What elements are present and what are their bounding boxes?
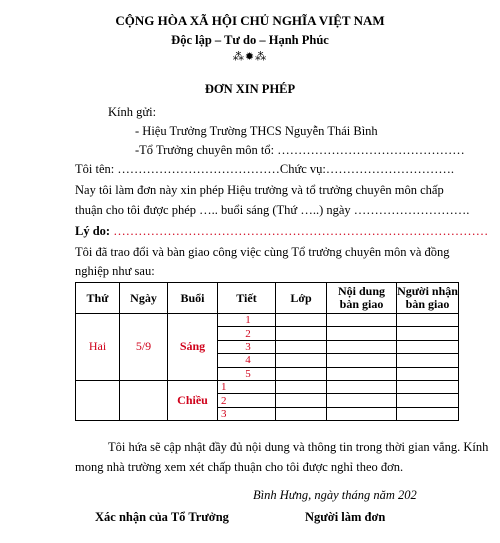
promise-line-1: Tôi hứa sẽ cập nhật đầy đủ nội dung và thông tin trong thời gian vắng. Kính: [108, 440, 489, 454]
motto-heading: Độc lập – Tư do – Hạnh Phúc: [171, 33, 329, 47]
name-position-line: Tôi tên: …………………………………Chức vụ:………………………….: [75, 162, 454, 176]
col-header-period: Tiết: [218, 283, 276, 314]
table-header-row: [76, 283, 459, 314]
reason-line: [75, 224, 488, 239]
content-cell[interactable]: [327, 407, 397, 420]
receiver-cell[interactable]: [397, 380, 459, 393]
class-cell[interactable]: [276, 340, 327, 353]
period-cell: 5: [218, 367, 276, 380]
class-cell[interactable]: [276, 394, 327, 407]
place-date: Bình Hưng, ngày tháng năm 202: [253, 488, 417, 502]
receiver-cell[interactable]: [397, 340, 459, 353]
document-title: ĐƠN XIN PHÉP: [204, 82, 296, 96]
period-cell: 3: [218, 407, 276, 420]
receiver-cell[interactable]: [397, 367, 459, 380]
period-cell: 4: [218, 354, 276, 367]
ornament-divider: ⁂✹⁂: [232, 51, 268, 63]
class-cell[interactable]: [276, 354, 327, 367]
afternoon-session-cell: Chiều: [168, 380, 218, 420]
col-header-class: Lớp: [276, 283, 327, 314]
class-cell[interactable]: [276, 367, 327, 380]
content-cell[interactable]: [327, 367, 397, 380]
recipient-principal: - Hiệu Trưởng Trường THCS Nguyễn Thái Bình: [135, 124, 378, 138]
content-cell[interactable]: [327, 354, 397, 367]
day-cell: Hai: [76, 314, 120, 381]
recipient-department-head: -Tổ Trưởng chuyên môn tổ: ………………………………………: [135, 143, 465, 157]
col-header-content: Nội dung bàn giao: [327, 283, 397, 314]
promise-line-2: mong nhà trường xem xét chấp thuận cho tôi được nghỉ theo đơn.: [75, 460, 404, 474]
table-row: [76, 380, 459, 393]
period-cell: 3: [218, 340, 276, 353]
day-cell-empty[interactable]: [76, 380, 120, 420]
col-header-day: Thứ: [76, 283, 120, 314]
period-cell: 2: [218, 327, 276, 340]
receiver-cell[interactable]: [397, 407, 459, 420]
signature-label-department-head: Xác nhận của Tổ Trưởng: [95, 510, 229, 524]
period-cell: 1: [218, 314, 276, 327]
handover-line-1: Tôi đã trao đổi và bàn giao công việc cùng Tổ trưởng chuyên môn và đồng: [75, 245, 450, 259]
table-row: [76, 314, 459, 327]
content-cell[interactable]: [327, 380, 397, 393]
class-cell[interactable]: [276, 327, 327, 340]
content-cell[interactable]: [327, 327, 397, 340]
receiver-cell[interactable]: [397, 394, 459, 407]
reason-label: Lý do:: [75, 224, 111, 238]
handover-line-2: nghiệp như sau:: [75, 264, 155, 278]
request-line-1: Nay tôi làm đơn này xin phép Hiệu trưởng và tổ trưởng chuyên môn chấp: [75, 183, 444, 197]
reason-dots: ………………………………………………………………………………: [110, 224, 489, 238]
request-line-2: thuận cho tôi được phép ….. buổi sáng (Thứ …..) ngày ……………………….: [75, 203, 470, 217]
greeting: Kính gửi:: [108, 105, 157, 119]
content-cell[interactable]: [327, 314, 397, 327]
class-cell[interactable]: [276, 407, 327, 420]
period-cell: 2: [218, 394, 276, 407]
class-cell[interactable]: [276, 314, 327, 327]
content-cell[interactable]: [327, 394, 397, 407]
col-header-date: Ngày: [120, 283, 168, 314]
handover-table: [75, 282, 459, 421]
col-header-session: Buổi: [168, 283, 218, 314]
morning-session-cell: Sáng: [168, 314, 218, 381]
date-cell: 5/9: [120, 314, 168, 381]
receiver-cell[interactable]: [397, 327, 459, 340]
receiver-cell[interactable]: [397, 314, 459, 327]
nation-heading: CỘNG HÒA XÃ HỘI CHỦ NGHĨA VIỆT NAM: [115, 13, 385, 28]
date-cell-empty[interactable]: [120, 380, 168, 420]
receiver-cell[interactable]: [397, 354, 459, 367]
col-header-receiver: Người nhận bàn giao: [397, 283, 459, 314]
period-cell: 1: [218, 380, 276, 393]
signature-label-applicant: Người làm đơn: [305, 510, 386, 524]
content-cell[interactable]: [327, 340, 397, 353]
class-cell[interactable]: [276, 380, 327, 393]
